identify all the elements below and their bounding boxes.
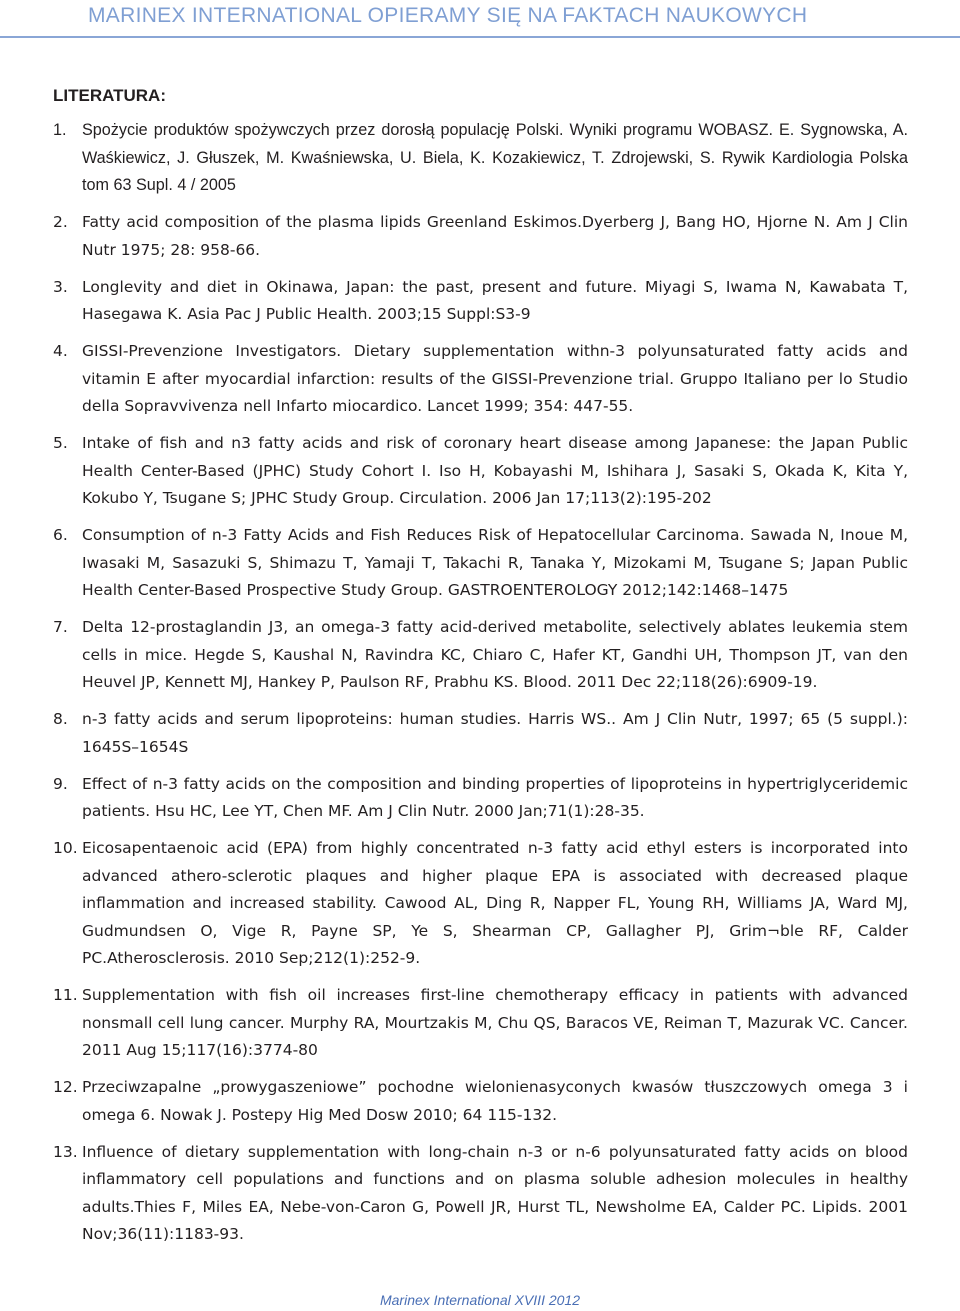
reference-number: 4. bbox=[53, 342, 68, 360]
reference-item-4 bbox=[53, 338, 908, 421]
reference-text: Influence of dietary supplementation with long-chain n-3 or n-6 polyunsaturated fatty acids on blood inflammatory cell populations and functions and on plasma soluble adhesion molecules in healthy adults.Thies F, Miles EA, Nebe-von-Caron G, Powell JR, Hurst TL, Newsholme EA, Calder PC. Lipids. 2001 Nov;36(11):1183-93. bbox=[82, 1142, 908, 1243]
reference-item-10 bbox=[53, 835, 908, 973]
reference-item-3 bbox=[53, 274, 908, 329]
reference-item-12 bbox=[53, 1074, 908, 1129]
reference-text: Supplementation with fish oil increases first-line chemotherapy efficacy in patients with advanced nonsmall cell lung cancer. Murphy RA, Mourtzakis M, Chu QS, Baracos VE, Reiman T, Mazurak VC. Cancer. 2011 Aug 15;117(16):3774-80 bbox=[82, 986, 908, 1059]
reference-item-11 bbox=[53, 982, 908, 1065]
reference-text: Spożycie produktów spożywczych przez dorosłą populację Polski. Wyniki programu WOBASZ. E. Sygnowska, A. Waśkiewicz, J. Głuszek, M. Kwaśniewska, U. Biela, K. Kozakiewicz, T. Zdrojewski, S. Rywik Kardiologia Polska tom 63 Supl. 4 / 2005 bbox=[82, 121, 908, 194]
reference-text: n-3 fatty acids and serum lipoproteins: human studies. Harris WS.. Am J Clin Nutr, 1997; 65 (5 suppl.): 1645S–1654S bbox=[82, 710, 908, 756]
page-footer: Marinex International XVIII 2012 bbox=[379, 1292, 580, 1308]
reference-text: GISSI-Prevenzione Investigators. Dietary supplementation withn-3 polyunsaturated fatty acids and vitamin E after myocardial infarction: results of the GISSI-Prevenzione trial. Gruppo Italiano per lo Studio della Sopravvivenza nell Infarto miocardico. Lancet 1999; 354: 447-55. bbox=[82, 342, 908, 415]
reference-text: Delta 12-prostaglandin J3, an omega-3 fatty acid-derived metabolite, selectively ablates leukemia stem cells in mice. Hegde S, Kaushal N, Ravindra KC, Chiaro C, Hafer KT, Gandhi UH, Thompson JT, van den Heuvel JP, Kennett MJ, Hankey P, Paulson RF, Prabhu KS. Blood. 2011 Dec 22;118(26):6909-19. bbox=[82, 618, 908, 691]
reference-item-6 bbox=[53, 522, 908, 605]
reference-text: Eicosapentaenoic acid (EPA) from highly concentrated n-3 fatty acid ethyl esters is incorporated into advanced athero-sclerotic plaques and higher plaque EPA is associated with decreased plaque inflammation and increased stability. Cawood AL, Ding R, Napper FL, Young RH, Williams JA, Ward MJ, Gudmundsen O, Vige R, Payne SP, Ye S, Shearman CP, Gallagher PJ, Grim¬ble RF, Calder PC.Atherosclerosis. 2010 Sep;212(1):252-9. bbox=[82, 839, 908, 967]
reference-item-2 bbox=[53, 209, 908, 264]
page-header-title: MARINEX INTERNATIONAL OPIERAMY SIĘ NA FAKTACH NAUKOWYCH bbox=[88, 4, 808, 27]
reference-item-8 bbox=[53, 706, 908, 761]
reference-list bbox=[53, 117, 908, 1258]
reference-text: Consumption of n-3 Fatty Acids and Fish Reduces Risk of Hepatocellular Carcinoma. Sawada N, Inoue M, Iwasaki M, Sasazuki S, Shimazu T, Yamaji T, Takachi R, Tanaka Y, Mizokami M, Tsugane S; Japan Public Health Center-Based Prospective Study Group. GASTROENTEROLOGY 2012;142:1468–1475 bbox=[82, 526, 908, 599]
reference-item-9 bbox=[53, 771, 908, 826]
reference-number: 1. bbox=[53, 121, 67, 139]
reference-item-7 bbox=[53, 614, 908, 697]
reference-number: 8. bbox=[53, 710, 68, 728]
reference-number: 2. bbox=[53, 213, 68, 231]
reference-text: Przeciwzapalne „prowygaszeniowe” pochodne wielonienasyconych kwasów tłuszczowych omega 3 i omega 6. Nowak J. Postepy Hig Med Dosw 2010; 64 115-132. bbox=[82, 1078, 908, 1124]
reference-text: Intake of fish and n3 fatty acids and risk of coronary heart disease among Japanese: the Japan Public Health Center-Based (JPHC) Study Cohort I. Iso H, Kobayashi M, Ishihara J, Sasaki S, Okada K, Kita Y, Kokubo Y, Tsugane S; JPHC Study Group. Circulation. 2006 Jan 17;113(2):195-202 bbox=[82, 434, 908, 507]
reference-number: 6. bbox=[53, 526, 68, 544]
reference-item-5 bbox=[53, 430, 908, 513]
reference-number: 10. bbox=[53, 839, 78, 857]
reference-number: 5. bbox=[53, 434, 68, 452]
reference-number: 3. bbox=[53, 277, 68, 296]
reference-text: Effect of n-3 fatty acids on the composition and binding properties of lipoproteins in hypertriglyceridemic patients. Hsu HC, Lee YT, Chen MF. Am J Clin Nutr. 2000 Jan;71(1):28-35. bbox=[82, 774, 908, 820]
reference-item-13 bbox=[53, 1139, 908, 1249]
header-divider bbox=[0, 36, 960, 38]
reference-item-1 bbox=[53, 117, 908, 200]
reference-number: 9. bbox=[53, 774, 68, 793]
reference-number: 11. bbox=[53, 986, 78, 1004]
reference-number: 7. bbox=[53, 618, 68, 636]
reference-text: Longlevity and diet in Okinawa, Japan: the past, present and future. Miyagi S, Iwama N, Kawabata T, Hasegawa K. Asia Pac J Public Health. 2003;15 Suppl:S3-9 bbox=[82, 277, 908, 323]
reference-text: Fatty acid composition of the plasma lipids Greenland Eskimos.Dyerberg J, Bang HO, Hjorne N. Am J Clin Nutr 1975; 28: 958-66. bbox=[82, 213, 908, 259]
reference-number: 13. bbox=[53, 1142, 78, 1161]
reference-number: 12. bbox=[53, 1078, 78, 1096]
section-title: LITERATURA: bbox=[53, 86, 166, 105]
